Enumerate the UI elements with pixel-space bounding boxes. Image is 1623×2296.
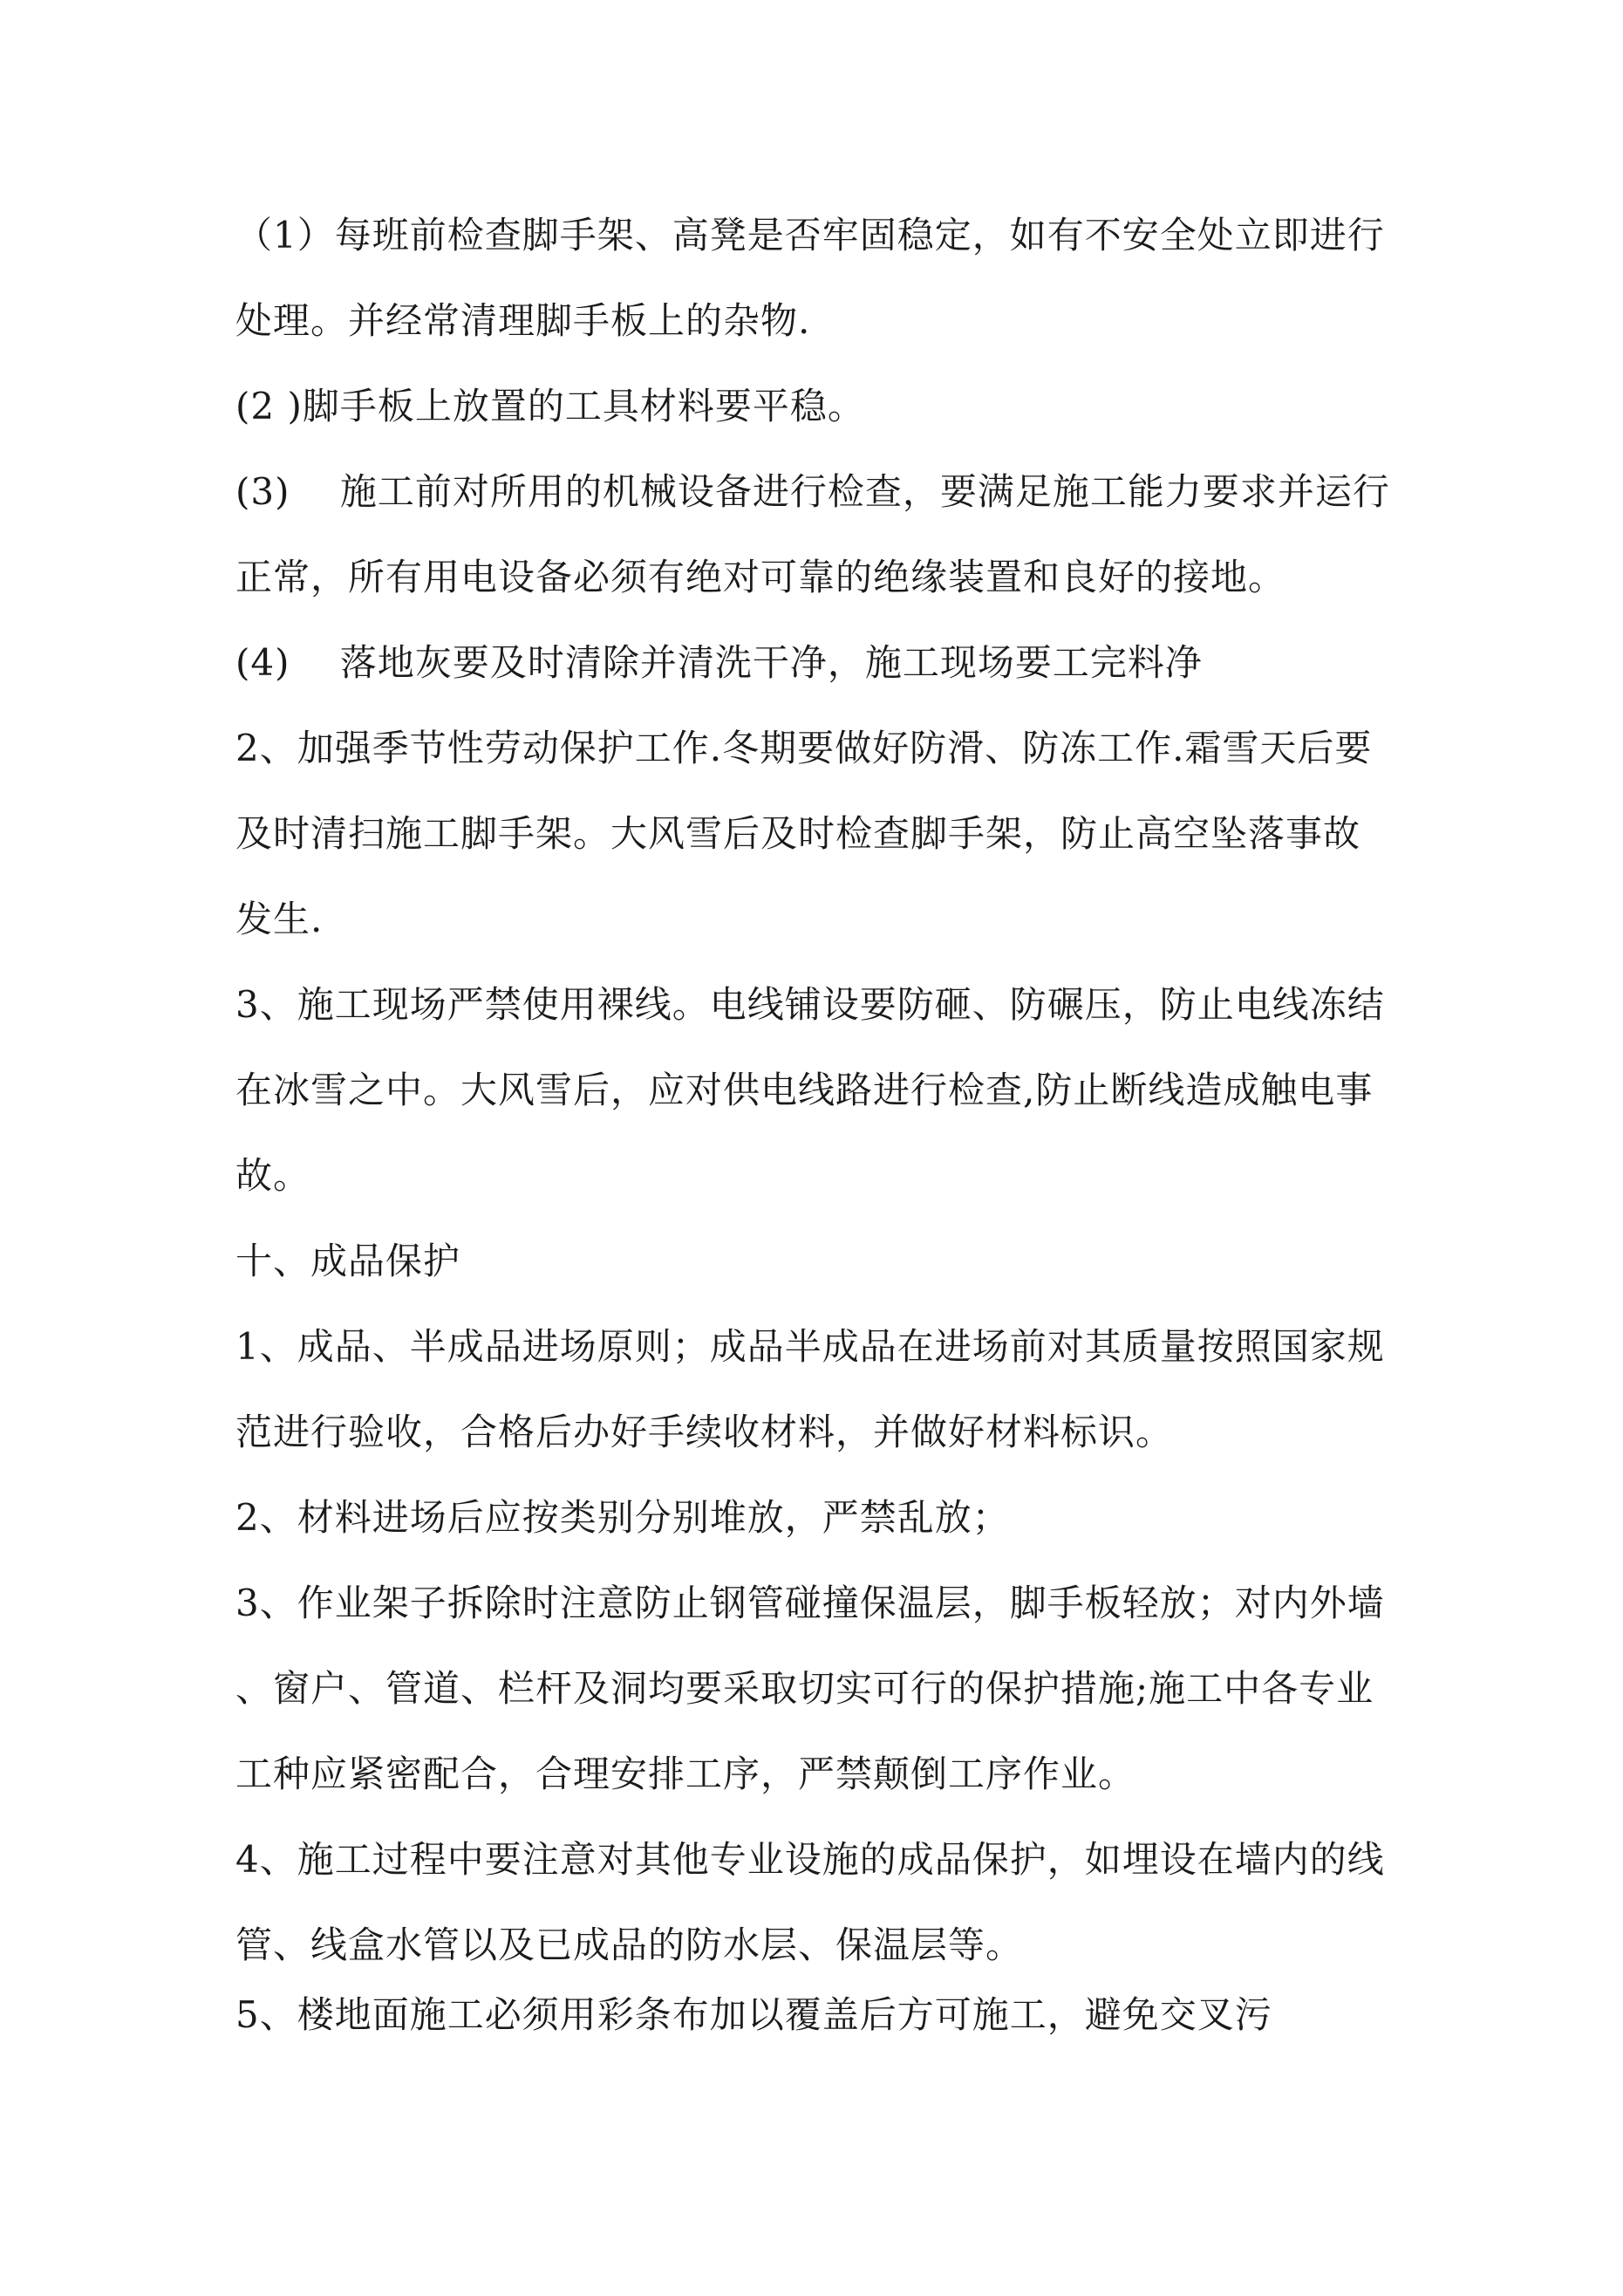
- text-line: 处理。并经常清理脚手板上的杂物.: [235, 299, 811, 342]
- text-line: 1、成品、半成品进场原则；成品半成品在进场前对其质量按照国家规: [235, 1325, 1385, 1368]
- text-line: 在冰雪之中。大风雪后，应对供电线路进行检查,防止断线造成触电事: [235, 1069, 1374, 1111]
- text-line: 正常，所有用电设备必须有绝对可靠的绝缘装置和良好的接地。: [235, 556, 1286, 598]
- text-line: (4) 落地灰要及时清除并清洗干净，施工现场要工完料净: [235, 641, 1203, 684]
- text-line: 范进行验收，合格后办好手续收材料，并做好材料标识。: [235, 1411, 1174, 1453]
- text-line: 5、楼地面施工必须用彩条布加以覆盖后方可施工，避免交叉污: [235, 1993, 1272, 2036]
- text-line: 2、加强季节性劳动保护工作.冬期要做好防滑、防冻工作.霜雪天后要: [235, 727, 1373, 769]
- section-heading: 十、成品保护: [235, 1240, 461, 1282]
- text-line: 4、施工过程中要注意对其他专业设施的成品保护，如埋设在墙内的线: [235, 1838, 1385, 1881]
- text-line: 发生.: [235, 898, 324, 940]
- text-line: 工种应紧密配合，合理安排工序，严禁颠倒工序作业。: [235, 1753, 1136, 1795]
- text-line: 及时清扫施工脚手架。大风雪后及时检查脚手架，防止高空坠落事故: [235, 812, 1361, 855]
- text-line: 故。: [235, 1154, 311, 1197]
- text-line: (3) 施工前对所用的机械设备进行检查，要满足施工能力要求并运行: [235, 470, 1390, 513]
- text-line: 2、材料进场后应按类别分别堆放，严禁乱放；: [235, 1496, 1010, 1539]
- text-line: 3、施工现场严禁使用裸线。电线铺设要防砸、防碾压，防止电线冻结: [235, 983, 1385, 1026]
- text-line: （1）每班前检查脚手架、高凳是否牢固稳定，如有不安全处立即进行: [235, 214, 1385, 256]
- text-line: 、窗户、管道、栏杆及洞均要采取切实可行的保护措施;施工中各专业: [235, 1667, 1374, 1710]
- text-line: 3、作业架子拆除时注意防止钢管碰撞保温层，脚手板轻放；对内外墙: [235, 1582, 1385, 1624]
- text-line: 管、线盒水管以及已成品的防水层、保温层等。: [235, 1924, 1024, 1966]
- text-line: (2 )脚手板上放置的工具材料要平稳。: [235, 385, 865, 427]
